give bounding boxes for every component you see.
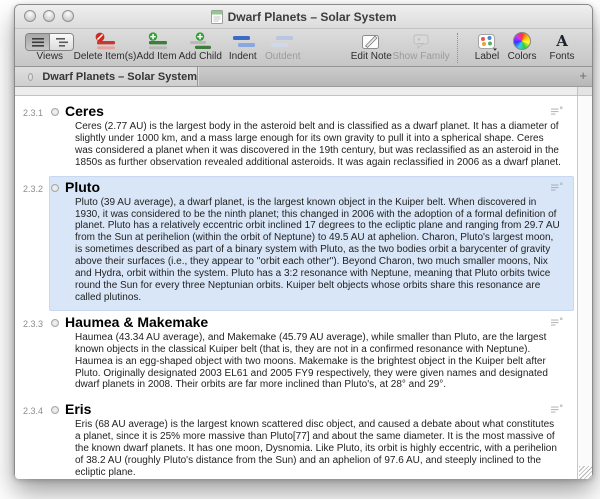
- row-number: 2.3.3: [23, 318, 44, 329]
- resize-grip[interactable]: [579, 466, 592, 479]
- tab-status-icon: [28, 73, 33, 81]
- tab-dwarf-planets[interactable]: [15, 67, 198, 86]
- delete-item-icon: [93, 31, 117, 51]
- outline-row-haumea-makemake: [15, 311, 578, 399]
- indent-label: Indent: [228, 51, 257, 62]
- fonts-button[interactable]: [547, 31, 577, 62]
- fonts-glyph: A: [556, 32, 568, 50]
- fonts-icon: [556, 31, 568, 51]
- row-note-text: Ceres (2.77 AU) is the largest body in the asteroid belt and is classified as a dwarf planet. It has a diameter of slightly under 1000 km, and a mass large enough for its own gravity to pull it into a spherical shape. Ceres was considered a planet when it was discovered in the 19th century, but was reclassified as an asteroid in the 1850s as further observation revealed additional asteroids. It was again reclassified in 2006 as a dwarf planet.: [75, 121, 561, 168]
- outline-view-icon[interactable]: [50, 34, 73, 50]
- outline-view: [15, 96, 592, 479]
- row-content-selected[interactable]: [49, 176, 574, 311]
- document-icon: [211, 10, 223, 24]
- row-handle-icon[interactable]: [51, 406, 59, 414]
- window-title: Dwarf Planets – Solar System: [227, 9, 397, 24]
- close-button[interactable]: [24, 10, 36, 22]
- indent-icon: [231, 31, 255, 51]
- add-child-button[interactable]: [178, 31, 222, 62]
- indent-button[interactable]: [228, 31, 258, 62]
- label-button[interactable]: [472, 31, 502, 62]
- outdent-icon: [271, 31, 295, 51]
- add-item-label: Add Item: [136, 51, 177, 62]
- colors-button[interactable]: [507, 31, 537, 62]
- list-view-icon[interactable]: [26, 34, 50, 50]
- edit-note-icon: [360, 31, 382, 51]
- row-title: Eris: [65, 401, 92, 418]
- label-icon: [476, 31, 498, 51]
- colors-label: Colors: [507, 51, 537, 62]
- color-wheel-icon: [513, 31, 531, 51]
- row-content[interactable]: [49, 100, 574, 176]
- column-header-strip: [15, 87, 592, 96]
- title-bar[interactable]: [15, 5, 592, 29]
- row-note-text: Eris (68 AU average) is the largest known scattered disc object, and caused a debate about what constitutes a planet, since it is 25% more massive than Pluto[77] and about the same diameter. It is the most massive of the known dwarf planets. It has one moon, Dysnomia. Like Pluto, its orbit is highly eccentric, with a perihelion of 38.2 AU (roughly Pluto's distance from the Sun) and an aphelion of 97.6 AU, and steeply inclined to the ecliptic plane.: [75, 419, 557, 478]
- add-child-icon: [188, 31, 212, 51]
- note-icon[interactable]: [551, 106, 563, 116]
- delete-item-label: Delete Item(s): [73, 51, 137, 62]
- row-number: 2.3.4: [23, 406, 44, 417]
- row-note-text: Haumea (43.34 AU average), and Makemake (45.79 AU average), while smaller than Pluto, are the largest known objects in the classical Kuiper belt (that is, they are not in a confirmed resonance with Neptune). Haumea is an egg-shaped object with two moons. Makemake is the brightest object in the Kuiper belt after Pluto. Originally designated 2003 EL61 and 2005 FY9 respectively, they were given names and designated dwarf planets in 2008. Their orbits are far more inclined than Pluto's, at 28° and 29°.: [75, 331, 548, 391]
- toolbar: [15, 29, 592, 67]
- zoom-button[interactable]: [62, 10, 74, 22]
- views-label: Views: [36, 51, 64, 62]
- label-label: Label: [474, 51, 500, 62]
- delete-item-button[interactable]: [73, 31, 137, 62]
- tab-label: Dwarf Planets – Solar System: [42, 70, 197, 83]
- row-handle-icon[interactable]: [51, 108, 59, 116]
- show-family-button: [392, 31, 450, 62]
- app-window: [14, 4, 593, 478]
- note-icon[interactable]: [551, 182, 563, 192]
- row-title: Haumea & Makemake: [65, 313, 209, 330]
- add-tab-button[interactable]: +: [579, 68, 587, 83]
- tab-bar: [15, 67, 592, 87]
- edit-note-button[interactable]: [350, 31, 392, 62]
- outline-row-ceres: [15, 100, 578, 176]
- outline-row-eris: [15, 398, 578, 479]
- row-handle-icon[interactable]: [51, 319, 59, 327]
- toolbar-separator: [457, 33, 459, 63]
- row-title: Ceres: [65, 103, 104, 119]
- row-number: 2.3.2: [23, 183, 44, 194]
- outline-row-pluto: [15, 176, 578, 311]
- scrollbar-placard: [577, 87, 592, 95]
- row-handle-icon[interactable]: [51, 184, 59, 192]
- row-number: 2.3.1: [23, 108, 44, 118]
- show-family-icon: [410, 31, 432, 51]
- window-controls: [24, 10, 74, 22]
- vertical-scrollbar[interactable]: [577, 96, 592, 479]
- views-control[interactable]: [30, 31, 70, 62]
- show-family-label: Show Family: [392, 51, 450, 62]
- minimize-button[interactable]: [43, 10, 55, 22]
- outdent-label: Outdent: [264, 51, 301, 62]
- views-segmented-icon: [25, 31, 74, 51]
- edit-note-label: Edit Note: [350, 51, 392, 62]
- add-item-icon: [145, 31, 169, 51]
- add-item-button[interactable]: [136, 31, 177, 62]
- note-icon[interactable]: [551, 404, 563, 414]
- outdent-button: [264, 31, 301, 62]
- row-content[interactable]: [49, 398, 574, 479]
- note-icon[interactable]: [551, 317, 563, 327]
- row-note-text: Pluto (39 AU average), a dwarf planet, is the largest known object in the Kuiper belt. When discovered in 1930, it was considered to be the ninth planet; this changed in 2006 with the adoption of a formal definition of planet. Pluto has a relatively eccentric orbit inclined 17 degrees to the ecliptic plane and ranging from 29.7 AU from the Sun at perihelion (within the orbit of Neptune) to 49.5 AU at aphelion. Charon, Pluto's largest moon, is sometimes described as part of a binary system with Pluto, as the two bodies orbit a barycenter of gravity above their surfaces (i.e., they appear to "orbit each other"). Beyond Charon, two much smaller moons, Nix and Hydra, orbit within the system. Pluto has a 3:2 resonance with Neptune, meaning that Pluto orbits twice round the Sun for every three Neptunian orbits. Kuiper belt objects whose orbits share this resonance are called plutinos.: [75, 196, 560, 303]
- window-title-group: [211, 10, 397, 24]
- fonts-label: Fonts: [549, 51, 575, 62]
- row-content[interactable]: [49, 311, 574, 399]
- row-title: Pluto: [65, 178, 100, 195]
- add-child-label: Add Child: [178, 51, 222, 62]
